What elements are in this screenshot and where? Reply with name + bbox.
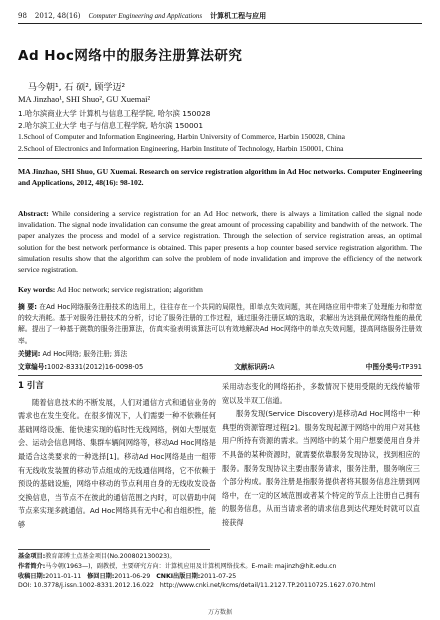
authors-en: MA Jinzhao¹, SHI Shuo², GU Xuemai² — [18, 94, 151, 104]
journal-name-en: Computer Engineering and Applications — [88, 11, 203, 20]
fund-label: 基金项目: — [18, 553, 46, 560]
footer-mark: 万方数据 — [207, 609, 232, 616]
affiliation-cn-2: 2.哈尔滨工业大学 电子与信息工程学院, 哈尔滨 150001 — [18, 121, 204, 130]
affiliation-en-1: 1.School of Computer and Information Engineering, Harbin University of Commerce, Harbin 150028, China — [18, 132, 346, 141]
citation — [18, 166, 422, 188]
revised-date: 2011-06-29 — [114, 572, 151, 580]
author-bio-label: 作者简介: — [18, 562, 46, 570]
cnki-url[interactable]: http://www.cnki.net/kcms/detail/11.2127.TP.20110725.1627.070.html — [159, 582, 376, 590]
intro-paragraph: 随着信息技术的不断发展，人们对通信方式和通信业务的需求也在发生变化。在很多情况下，人们需要一种不依赖任何基础网络设施、能快速实现的临时性无线网络，例如大型展览会、运动会信息网络、集群车辆间网络等，移动Ad Hoc网络是最适合这类要求的一种选择[1]。移动Ad Hoc网络是由一组带有无线收发装置的移动节点组成的无线通信网络，它不依赖于预设的基础设施，网络中移动的节点利用自身的无线收发设备交换信息，当节点不在彼此的通信范围之内时，可以借助中间节点来实现多跳通信。Ad Hoc网络具有无中心和自组织性，能够 — [18, 397, 216, 529]
author-bio: 马今朝(1963—)，副教授，主要研究方向：计算机应用及计算机网络技术。E-mail: majinzh@hit.edu.cn — [45, 562, 337, 570]
doc-code: A — [270, 363, 275, 371]
footnotes — [18, 552, 422, 591]
received-date: 2011-01-11 — [45, 572, 82, 580]
footnote-divider — [18, 549, 210, 550]
service-discovery-paragraph: 服务发现(Service Discovery)是移动Ad Hoc网络中一种典型的资源管理过程[2]。服务发现起源于网络中的用户对其他用户所持有资源的需求。当网络中的某个用户想要使用自身并不具备的某种资源时，就需要依靠服务发现协议，找到相应的服务。服务发现协议主要由服务请求，服务注册，服务响应三个部分构成。服务注册是指服务提供者将其服务信息注册到网络中，在一定的区域范围或者某个特定的节点上注册自己拥有的服务信息，从而当请求者的请求信息到达代理处时就可以直接获得 — [222, 409, 420, 527]
revised-label: 修回日期: — [87, 572, 115, 580]
abstract-en — [18, 208, 422, 275]
abstract-en-label: Abstract: — [18, 209, 49, 218]
doi-label: 文章编号: — [18, 363, 48, 371]
divider — [18, 375, 422, 376]
issue-info: 2012, 48(16) — [34, 11, 81, 20]
abstract-en-text: While considering a service registration for an Ad Hoc network, there is always a limitation called the signal node invalidation. The signal node invalidation can consume the great amount of processing capability and bandwith of the network. The paper analyzes the process and model of a service registration. Through the selection of service registration areas, an optimal solution for the best network performance is obtained. This paper presents a hop counter based service registration algorithm. The simulation results show that the algorithm can solve the problem of node invalidation and improve the efficiency of the network service registration. — [18, 209, 422, 275]
paper-title: Ad Hoc网络中的服务注册算法研究 — [18, 48, 243, 64]
abstract-cn-text: 在Ad Hoc网络服务注册技术的选用上，往往存在一个共同的局限性，即单点失效问题，其在网络应用中带来了处理能力和带宽的较大消耗。基于对服务注册技术的分析，讨论了服务注册的工作过程，通过服务注册区域的选取，求解出为达到最优网络性能的最优解。提出了一种基于跳数的服务注册算法，仿真实验表明该算法可以有效地解决Ad Hoc网络中的单点失效问题，提高网络服务注册效率。 — [18, 303, 422, 345]
keywords-cn-label: 关键词: — [18, 350, 41, 358]
doi-line: DOI: 10.3778/j.issn.1002-8331.2012.16.022 — [18, 582, 154, 590]
citation-text: Research on service registration algorithm in Ad Hoc networks. Computer Engineering and Applications, 2012, 48(16): 98-102. — [18, 167, 422, 188]
column-left — [18, 380, 216, 532]
cnki-date: 2011-07-25 — [200, 572, 237, 580]
article-number: 1002-8331(2012)16-0098-05 — [47, 363, 144, 371]
received-label: 收稿日期: — [18, 572, 46, 580]
keywords-cn — [18, 348, 127, 358]
clc-label: 中图分类号: — [365, 363, 402, 371]
keywords-en-text: Ad Hoc network; service registration; algorithm — [56, 285, 203, 294]
intro-continued: 采用动态变化的网络拓扑，多数情况下使用受限的无线传输带宽以及半双工信道。 — [222, 382, 420, 405]
cnki-label: CNKI出版日期: — [156, 572, 201, 580]
abstract-cn — [18, 302, 422, 347]
affiliation-cn-1: 1.哈尔滨商业大学 计算机与信息工程学院, 哈尔滨 150028 — [18, 109, 211, 118]
doc-code-label: 文献标识码: — [234, 363, 271, 371]
clc-number: TP391 — [401, 363, 422, 371]
journal-name-cn: 计算机工程与应用 — [210, 11, 267, 20]
fund-text: 教育部博士点基金项目(No.200802130023)。 — [45, 553, 176, 560]
keywords-cn-text: Ad Hoc网络; 服务注册; 算法 — [42, 350, 128, 358]
authors-cn: 马今朝¹, 石 硕², 顾学迈² — [28, 83, 126, 93]
article-meta — [18, 361, 422, 371]
abstract-cn-label: 摘 要: — [18, 303, 37, 311]
column-right — [222, 380, 420, 530]
citation-authors: MA Jinzhao, SHI Shuo, GU Xuemai. — [18, 167, 138, 176]
affiliation-en-2: 2.School of Electronics and Information Engineering, Harbin Institute of Technology, Harbin 150001, China — [18, 144, 344, 153]
keywords-en — [18, 284, 422, 295]
keywords-en-label: Key words: — [18, 285, 56, 294]
page-number: 98 — [18, 11, 27, 20]
section-heading: 1 引言 — [18, 381, 44, 391]
running-header — [18, 8, 422, 24]
divider — [18, 158, 422, 159]
